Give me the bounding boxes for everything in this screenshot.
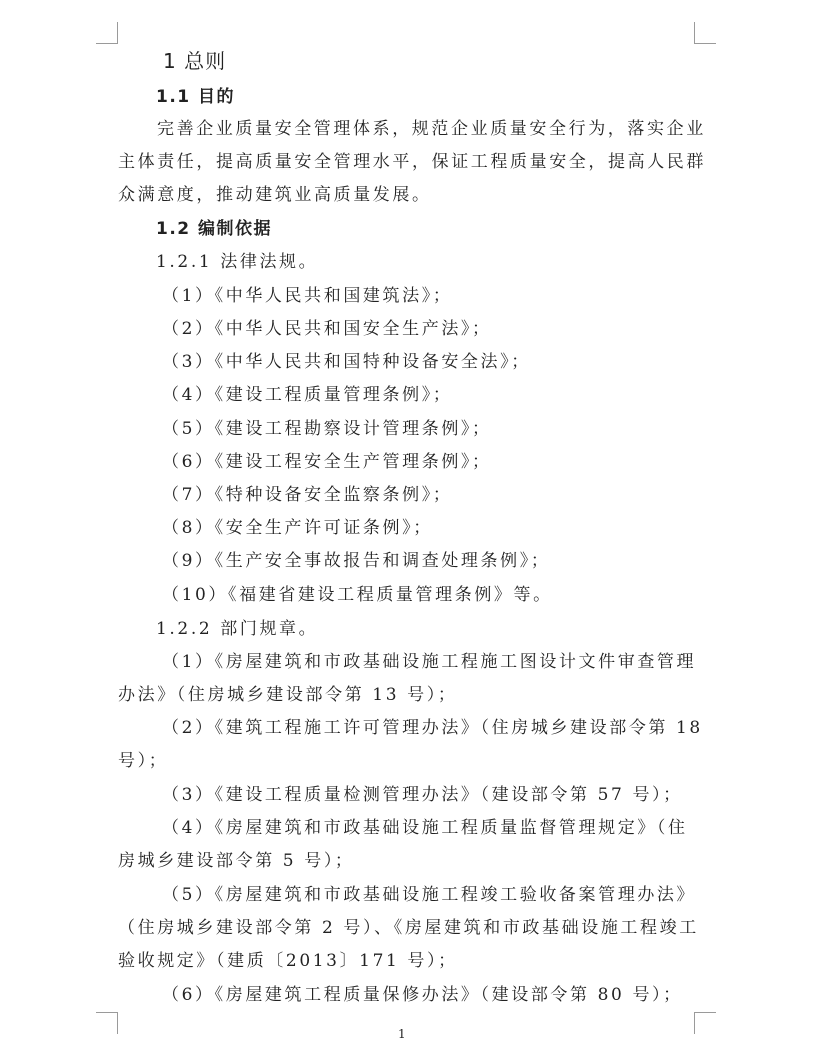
rule-item: （1）《房屋建筑和市政基础设施工程施工图设计文件审查管理 [162,652,697,672]
page-number: 1 [398,1027,406,1041]
law-item: （10）《福建省建设工程质量管理条例》等。 [162,585,553,605]
section-heading-1-2: 1.2 编制依据 [156,219,273,239]
subsection-heading-1-2-1: 1.2.1 法律法规。 [156,252,319,272]
law-item: （8）《安全生产许可证条例》； [162,518,433,538]
rule-item: 房城乡建设部令第 5 号）； [118,851,355,871]
law-item: （6）《建设工程安全生产管理条例》； [162,452,492,472]
paragraph-line: 众满意度，推动建筑业高质量发展。 [118,185,432,205]
law-item: （3）《中华人民共和国特种设备安全法》； [162,352,531,372]
rule-item: （6）《房屋建筑工程质量保修办法》（建设部令第 80 号）； [162,985,683,1005]
chapter-heading: 1 总则 [163,49,227,73]
law-item: （1）《中华人民共和国建筑法》； [162,286,453,306]
rule-item: （2）《建筑工程施工许可管理办法》（住房城乡建设部令第 18 [162,718,703,738]
rule-item: 办法》（住房城乡建设部令第 13 号）； [118,685,458,705]
section-heading-1-1: 1.1 目的 [156,87,236,107]
law-item: （2）《中华人民共和国安全生产法》； [162,319,492,339]
law-item: （7）《特种设备安全监察条例》； [162,485,453,505]
rule-item: 号）； [118,751,169,771]
subsection-heading-1-2-2: 1.2.2 部门规章。 [156,619,319,639]
rule-item: （5）《房屋建筑和市政基础设施工程竣工验收备案管理办法》 [162,885,697,905]
paragraph-line: 完善企业质量安全管理体系，规范企业质量安全行为，落实企业 [157,119,706,139]
rule-item: （住房城乡建设部令第 2 号）、《房屋建筑和市政基础设施工程竣工 [118,918,699,938]
rule-item: （4）《房屋建筑和市政基础设施工程质量监督管理规定》（住 [162,818,688,838]
law-item: （9）《生产安全事故报告和调查处理条例》； [162,551,551,571]
rule-item: 验收规定》（建质〔2013〕171 号）； [118,951,458,971]
rule-item: （3）《建设工程质量检测管理办法》（建设部令第 57 号）； [162,785,683,805]
law-item: （5）《建设工程勘察设计管理条例》； [162,419,492,439]
law-item: （4）《建设工程质量管理条例》； [162,385,453,405]
paragraph-line: 主体责任，提高质量安全管理水平，保证工程质量安全，提高人民群 [118,152,706,172]
